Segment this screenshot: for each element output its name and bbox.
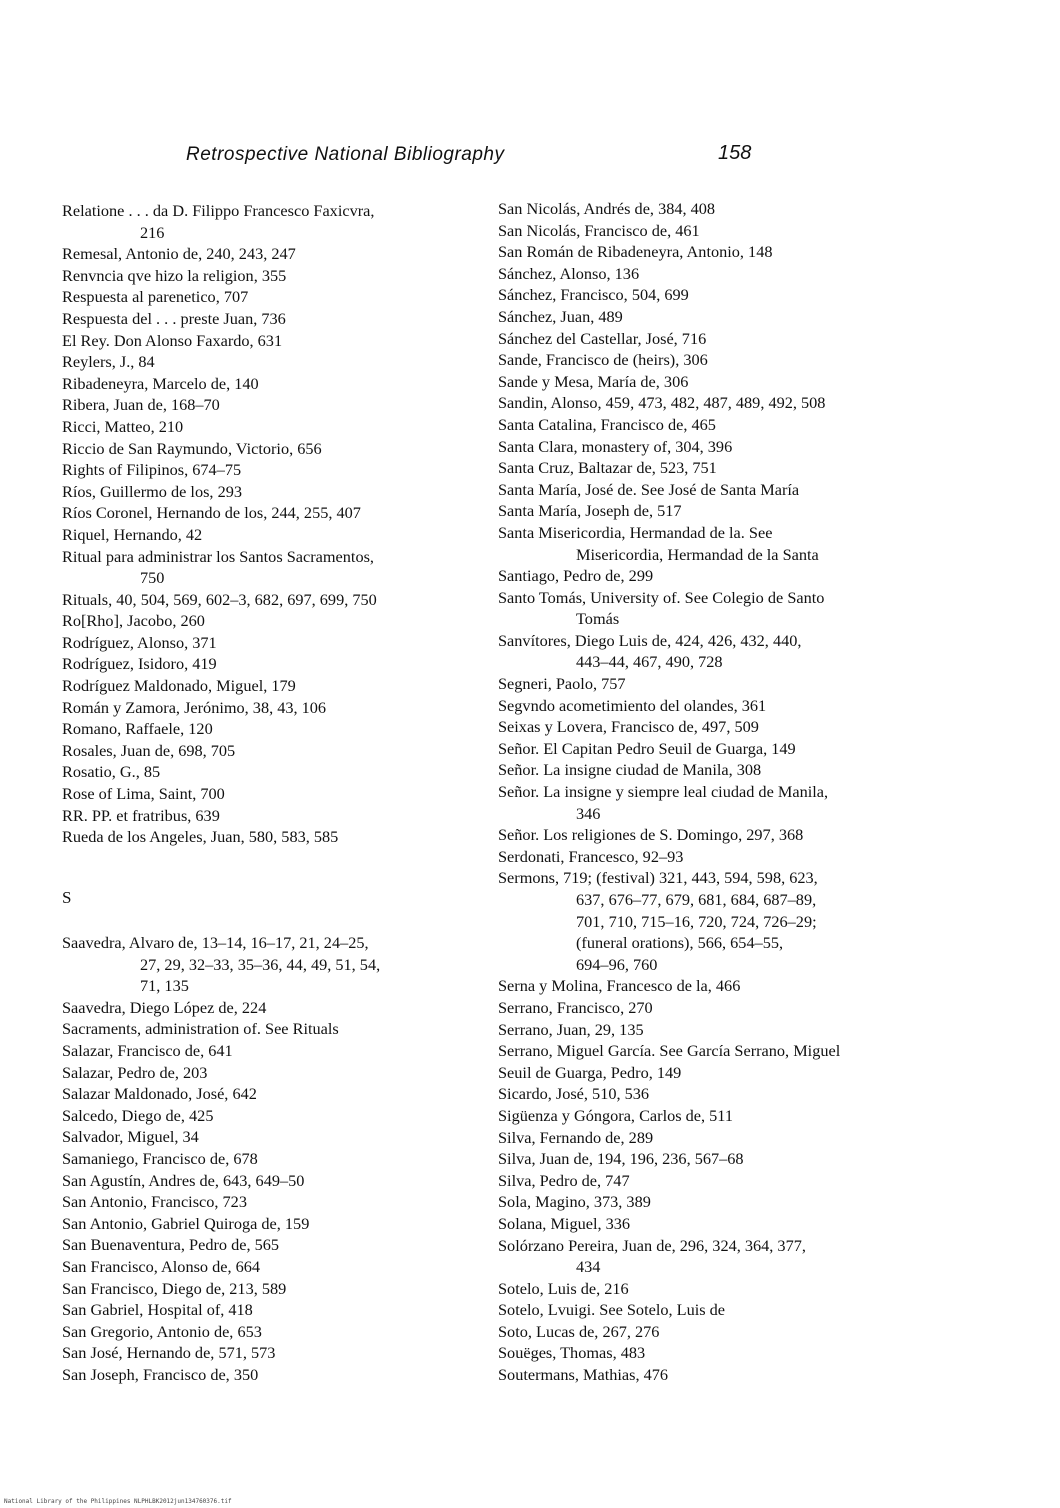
index-entry-text: Rosatio, G., 85 bbox=[62, 762, 161, 782]
index-entry-continuation: 346 bbox=[576, 803, 601, 823]
index-entry-continuation: Tomás bbox=[576, 609, 620, 629]
index-entry-text: San Nicolás, Andrés de, 384, 408 bbox=[498, 199, 716, 218]
index-entry-text: Sandin, Alonso, 459, 473, 482, 487, 489, 492, 508 bbox=[498, 393, 826, 413]
index-entry bbox=[62, 265, 482, 287]
index-entry bbox=[498, 306, 908, 328]
index-entry-text: Sacraments, administration of. See Rituals bbox=[62, 1019, 339, 1039]
index-entry bbox=[62, 286, 482, 308]
index-entry-text: Señor. La insigne y siempre leal ciudad de Manila, bbox=[498, 782, 829, 802]
index-entry bbox=[498, 500, 908, 522]
index-entry-text: San Francisco, Diego de, 213, 589 bbox=[62, 1278, 287, 1298]
index-entry bbox=[62, 524, 482, 546]
index-entry bbox=[498, 1342, 908, 1364]
index-entry bbox=[498, 1321, 908, 1343]
index-entry-text: Salvador, Miguel, 34 bbox=[62, 1127, 199, 1147]
index-entry bbox=[498, 1235, 908, 1278]
index-entry bbox=[62, 438, 482, 460]
index-entry-text: Santa Cruz, Baltazar de, 523, 751 bbox=[498, 458, 717, 478]
index-entry-text: Sánchez, Juan, 489 bbox=[498, 306, 623, 326]
index-entry bbox=[498, 457, 908, 479]
index-entry-text: Serrano, Juan, 29, 135 bbox=[498, 1019, 644, 1039]
index-entry-text: Santa María, Joseph de, 517 bbox=[498, 501, 682, 521]
index-entry-text: Silva, Pedro de, 747 bbox=[498, 1170, 630, 1190]
index-entry-text: Solórzano Pereira, Juan de, 296, 324, 364, 377, bbox=[498, 1235, 806, 1255]
index-entry bbox=[498, 673, 908, 695]
index-entry-text: Ro[Rho], Jacobo, 260 bbox=[62, 611, 205, 631]
index-entry-text: Sánchez, Alonso, 136 bbox=[498, 263, 640, 283]
index-entry bbox=[498, 1083, 908, 1105]
index-entry-text: Seixas y Lovera, Francisco de, 497, 509 bbox=[498, 717, 759, 737]
index-entry bbox=[498, 392, 908, 414]
index-entry-text: Santiago, Pedro de, 299 bbox=[498, 566, 654, 586]
index-entry bbox=[498, 436, 908, 458]
index-entry-text: Sánchez del Castellar, José, 716 bbox=[498, 328, 707, 348]
index-entry-text: Santa Misericordia, Hermandad de la. See bbox=[498, 522, 773, 542]
index-entry-continuation: (funeral orations), 566, 654–55, bbox=[576, 933, 784, 953]
scan-footer-note: National Library of the Philippines NLPHLBK2012jun134760376.tif bbox=[4, 1498, 232, 1505]
index-entry-text: Sánchez, Francisco, 504, 699 bbox=[498, 285, 689, 305]
index-entry bbox=[62, 740, 482, 762]
index-entry-continuation: 443–44, 467, 490, 728 bbox=[576, 652, 723, 672]
index-entry-text: Renvncia qve hizo la religion, 355 bbox=[62, 265, 287, 285]
page-number: 158 bbox=[718, 142, 752, 164]
index-entry-continuation: 637, 676–77, 679, 681, 684, 687–89, bbox=[576, 890, 817, 909]
index-entry-text: Serna y Molina, Francesco de la, 466 bbox=[498, 976, 741, 996]
index-entry-text: Rueda de los Angeles, Juan, 580, 583, 585 bbox=[62, 827, 339, 847]
index-entry bbox=[62, 1299, 482, 1321]
index-entry-text: Serrano, Francisco, 270 bbox=[498, 997, 653, 1017]
index-entry-text: Sotelo, Luis de, 216 bbox=[498, 1278, 629, 1298]
index-entry-continuation: 694–96, 760 bbox=[576, 954, 658, 974]
index-entry-text: Santa Catalina, Francisco de, 465 bbox=[498, 414, 716, 434]
index-entry-text: Segneri, Paolo, 757 bbox=[498, 674, 626, 694]
index-entry-text: Sicardo, José, 510, 536 bbox=[498, 1084, 650, 1104]
index-entry bbox=[498, 759, 908, 781]
index-entry-text: Ribadeneyra, Marcelo de, 140 bbox=[62, 373, 259, 393]
index-entry-text: Reylers, J., 84 bbox=[62, 352, 155, 372]
index-entry bbox=[498, 565, 908, 587]
index-entry bbox=[62, 502, 482, 524]
index-entry-text: Rights of Filipinos, 674–75 bbox=[62, 460, 242, 480]
index-entry-text: San Román de Ribadeneyra, Antonio, 148 bbox=[498, 242, 773, 262]
index-entry bbox=[62, 1083, 482, 1105]
index-entry-text: Señor. Los religiones de S. Domingo, 297, 368 bbox=[498, 825, 804, 845]
index-entry-text: San Buenaventura, Pedro de, 565 bbox=[62, 1235, 280, 1255]
index-entry-text: San Gregorio, Antonio de, 653 bbox=[62, 1321, 262, 1341]
index-entry-text: Saavedra, Diego López de, 224 bbox=[62, 997, 267, 1017]
index-entry bbox=[498, 1191, 908, 1213]
running-head-title: Retrospective National Bibliography bbox=[186, 144, 505, 165]
index-entry bbox=[62, 589, 482, 611]
index-entry bbox=[498, 824, 908, 846]
index-entry bbox=[498, 1170, 908, 1192]
index-entry bbox=[62, 243, 482, 265]
index-entry-text: Serdonati, Francesco, 92–93 bbox=[498, 846, 684, 866]
index-entry bbox=[62, 481, 482, 503]
index-entry-text: Riccio de San Raymundo, Victorio, 656 bbox=[62, 438, 322, 458]
index-entry-text: Sigüenza y Góngora, Carlos de, 511 bbox=[498, 1105, 733, 1125]
index-entry bbox=[498, 479, 908, 501]
index-entry bbox=[498, 1062, 908, 1084]
index-entry bbox=[62, 1148, 482, 1170]
index-entry bbox=[62, 1040, 482, 1062]
index-entry-text: Silva, Fernando de, 289 bbox=[498, 1127, 654, 1147]
index-entry-text: Ribera, Juan de, 168–70 bbox=[62, 395, 220, 415]
index-entry bbox=[498, 284, 908, 306]
index-entry-text: Sanvítores, Diego Luis de, 424, 426, 432, 440, bbox=[498, 630, 802, 650]
index-entry bbox=[62, 653, 482, 675]
index-entry bbox=[62, 330, 482, 352]
index-entry bbox=[498, 1278, 908, 1300]
index-entry-text: Ritual para administrar los Santos Sacramentos, bbox=[62, 546, 374, 566]
index-entry bbox=[498, 198, 908, 220]
index-entry bbox=[62, 610, 482, 632]
index-entry-text: San Nicolás, Francisco de, 461 bbox=[498, 220, 700, 240]
index-entry bbox=[62, 997, 482, 1019]
index-entry bbox=[62, 632, 482, 654]
index-entry bbox=[498, 241, 908, 263]
index-entry bbox=[498, 587, 908, 630]
index-entry-text: Rituals, 40, 504, 569, 602–3, 682, 697, 699, 750 bbox=[62, 589, 377, 609]
index-entry-text: Soutermans, Mathias, 476 bbox=[498, 1365, 669, 1385]
index-entry-text: Seuil de Guarga, Pedro, 149 bbox=[498, 1062, 682, 1082]
index-entry-text: Riquel, Hernando, 42 bbox=[62, 524, 203, 544]
index-entry-text: Rodríguez, Isidoro, 419 bbox=[62, 654, 217, 674]
index-entry bbox=[62, 1126, 482, 1148]
index-entry-text: Señor. La insigne ciudad de Manila, 308 bbox=[498, 760, 762, 780]
index-entry-text: Sermons, 719; (festival) 321, 443, 594, 598, 623, bbox=[498, 868, 818, 888]
index-entry-text: Samaniego, Francisco de, 678 bbox=[62, 1148, 258, 1168]
index-entry-text: Román y Zamora, Jerónimo, 38, 43, 106 bbox=[62, 697, 327, 717]
index-entry-text: Solana, Miguel, 336 bbox=[498, 1213, 631, 1233]
index-entry bbox=[498, 220, 908, 242]
index-entry-text: Silva, Juan de, 194, 196, 236, 567–68 bbox=[498, 1149, 744, 1169]
index-entry bbox=[62, 373, 482, 395]
index-entry bbox=[62, 805, 482, 827]
index-entry bbox=[498, 1019, 908, 1041]
index-entry bbox=[498, 328, 908, 350]
index-entry-continuation: 27, 29, 32–33, 35–36, 44, 49, 51, 54, bbox=[140, 954, 381, 974]
index-entry bbox=[62, 1342, 482, 1364]
index-entry-text: Saavedra, Alvaro de, 13–14, 16–17, 21, 24–25, bbox=[62, 933, 369, 952]
index-entry-text: Salcedo, Diego de, 425 bbox=[62, 1105, 214, 1125]
index-entry bbox=[62, 1062, 482, 1084]
index-entry bbox=[62, 394, 482, 416]
index-entry-text: Serrano, Miguel García. See García Serrano, Miguel bbox=[498, 1041, 841, 1061]
index-entry bbox=[498, 1299, 908, 1321]
index-entry bbox=[62, 932, 482, 997]
index-column-left-r bbox=[62, 200, 482, 848]
index-entry bbox=[498, 997, 908, 1019]
index-entry-text: Santa Clara, monastery of, 304, 396 bbox=[498, 436, 733, 456]
index-entry bbox=[62, 416, 482, 438]
index-entry bbox=[62, 1213, 482, 1235]
index-entry-text: Sola, Magino, 373, 389 bbox=[498, 1192, 651, 1212]
index-entry-text: Soto, Lucas de, 267, 276 bbox=[498, 1321, 660, 1341]
index-entry bbox=[498, 1105, 908, 1127]
index-entry-text: Santo Tomás, University of. See Colegio de Santo bbox=[498, 587, 825, 607]
index-entry bbox=[62, 308, 482, 330]
index-entry bbox=[62, 459, 482, 481]
index-entry bbox=[62, 783, 482, 805]
index-entry-text: Romano, Raffaele, 120 bbox=[62, 719, 213, 739]
index-entry bbox=[498, 846, 908, 868]
index-entry-text: RR. PP. et fratribus, 639 bbox=[62, 805, 220, 825]
index-entry bbox=[62, 1018, 482, 1040]
index-entry-continuation: 71, 135 bbox=[140, 976, 189, 996]
index-entry bbox=[498, 1127, 908, 1149]
index-entry-text: Rosales, Juan de, 698, 705 bbox=[62, 740, 236, 760]
index-entry bbox=[498, 522, 908, 565]
index-entry-text: Señor. El Capitan Pedro Seuil de Guarga, 149 bbox=[498, 738, 796, 758]
index-entry-text: Respuesta del . . . preste Juan, 736 bbox=[62, 308, 286, 328]
index-entry bbox=[62, 675, 482, 697]
index-entry bbox=[62, 1278, 482, 1300]
index-entry bbox=[498, 630, 908, 673]
index-entry-text: Rodríguez, Alonso, 371 bbox=[62, 632, 217, 652]
index-entry bbox=[498, 695, 908, 717]
index-entry-text: Sande, Francisco de (heirs), 306 bbox=[498, 350, 708, 370]
index-entry bbox=[498, 1213, 908, 1235]
index-entry-text: Salazar, Francisco de, 641 bbox=[62, 1040, 233, 1060]
index-entry-text: San Agustín, Andres de, 643, 649–50 bbox=[62, 1170, 305, 1190]
index-entry-continuation: 701, 710, 715–16, 720, 724, 726–29; bbox=[576, 911, 817, 931]
index-entry-continuation: 216 bbox=[140, 222, 165, 242]
index-entry bbox=[62, 351, 482, 373]
index-entry-text: Ríos, Guillermo de los, 293 bbox=[62, 481, 242, 501]
index-entry bbox=[498, 414, 908, 436]
index-entry bbox=[62, 718, 482, 740]
index-entry bbox=[498, 1040, 908, 1062]
index-entry bbox=[498, 1364, 908, 1386]
index-entry-text: Salazar, Pedro de, 203 bbox=[62, 1062, 208, 1082]
index-entry-text: Sotelo, Lvuigi. See Sotelo, Luis de bbox=[498, 1300, 726, 1320]
index-entry bbox=[62, 1256, 482, 1278]
index-entry-text: San Joseph, Francisco de, 350 bbox=[62, 1364, 259, 1384]
index-entry bbox=[498, 781, 908, 824]
index-entry bbox=[62, 200, 482, 243]
index-entry bbox=[62, 697, 482, 719]
index-entry bbox=[62, 1321, 482, 1343]
index-entry bbox=[498, 738, 908, 760]
index-entry bbox=[498, 263, 908, 285]
index-entry-continuation: Misericordia, Hermandad de la Santa bbox=[576, 544, 819, 564]
index-entry-text: Souëges, Thomas, 483 bbox=[498, 1343, 646, 1363]
index-entry bbox=[62, 1170, 482, 1192]
index-entry-text: San Antonio, Francisco, 723 bbox=[62, 1192, 247, 1212]
index-entry bbox=[62, 546, 482, 589]
index-entry-continuation: 434 bbox=[576, 1257, 601, 1277]
index-column-left-s bbox=[62, 932, 482, 1385]
index-column-right bbox=[498, 198, 908, 1386]
index-entry-text: San Gabriel, Hospital of, 418 bbox=[62, 1300, 253, 1320]
index-entry-text: San Antonio, Gabriel Quiroga de, 159 bbox=[62, 1213, 310, 1233]
index-entry-text: Relatione . . . da D. Filippo Francesco Faxicvra, bbox=[62, 201, 375, 220]
index-entry-continuation: 750 bbox=[140, 568, 165, 588]
index-entry-text: Remesal, Antonio de, 240, 243, 247 bbox=[62, 244, 296, 264]
index-entry-text: Salazar Maldonado, José, 642 bbox=[62, 1084, 257, 1104]
index-entry-text: Ricci, Matteo, 210 bbox=[62, 416, 184, 436]
index-entry-text: San Francisco, Alonso de, 664 bbox=[62, 1256, 261, 1276]
index-entry bbox=[62, 1105, 482, 1127]
index-entry-text: Rodríguez Maldonado, Miguel, 179 bbox=[62, 676, 296, 696]
index-entry-text: San José, Hernando de, 571, 573 bbox=[62, 1343, 276, 1363]
index-entry-text: El Rey. Don Alonso Faxardo, 631 bbox=[62, 330, 283, 350]
index-entry bbox=[498, 371, 908, 393]
index-entry-text: Rose of Lima, Saint, 700 bbox=[62, 784, 225, 804]
section-letter-s: S bbox=[62, 888, 72, 907]
index-entry bbox=[62, 1191, 482, 1213]
index-entry-text: Sande y Mesa, María de, 306 bbox=[498, 371, 689, 391]
index-entry-text: Santa María, José de. See José de Santa María bbox=[498, 479, 800, 499]
index-entry bbox=[498, 867, 908, 975]
index-entry bbox=[498, 1148, 908, 1170]
index-entry bbox=[498, 975, 908, 997]
index-entry bbox=[62, 1234, 482, 1256]
index-entry bbox=[498, 716, 908, 738]
index-entry-text: Segvndo acometimiento del olandes, 361 bbox=[498, 695, 767, 715]
index-entry-text: Respuesta al parenetico, 707 bbox=[62, 287, 249, 307]
index-entry bbox=[498, 349, 908, 371]
index-entry-text: Ríos Coronel, Hernando de los, 244, 255, 407 bbox=[62, 503, 361, 523]
index-entry bbox=[62, 1364, 482, 1386]
index-entry bbox=[62, 761, 482, 783]
index-entry bbox=[62, 826, 482, 848]
